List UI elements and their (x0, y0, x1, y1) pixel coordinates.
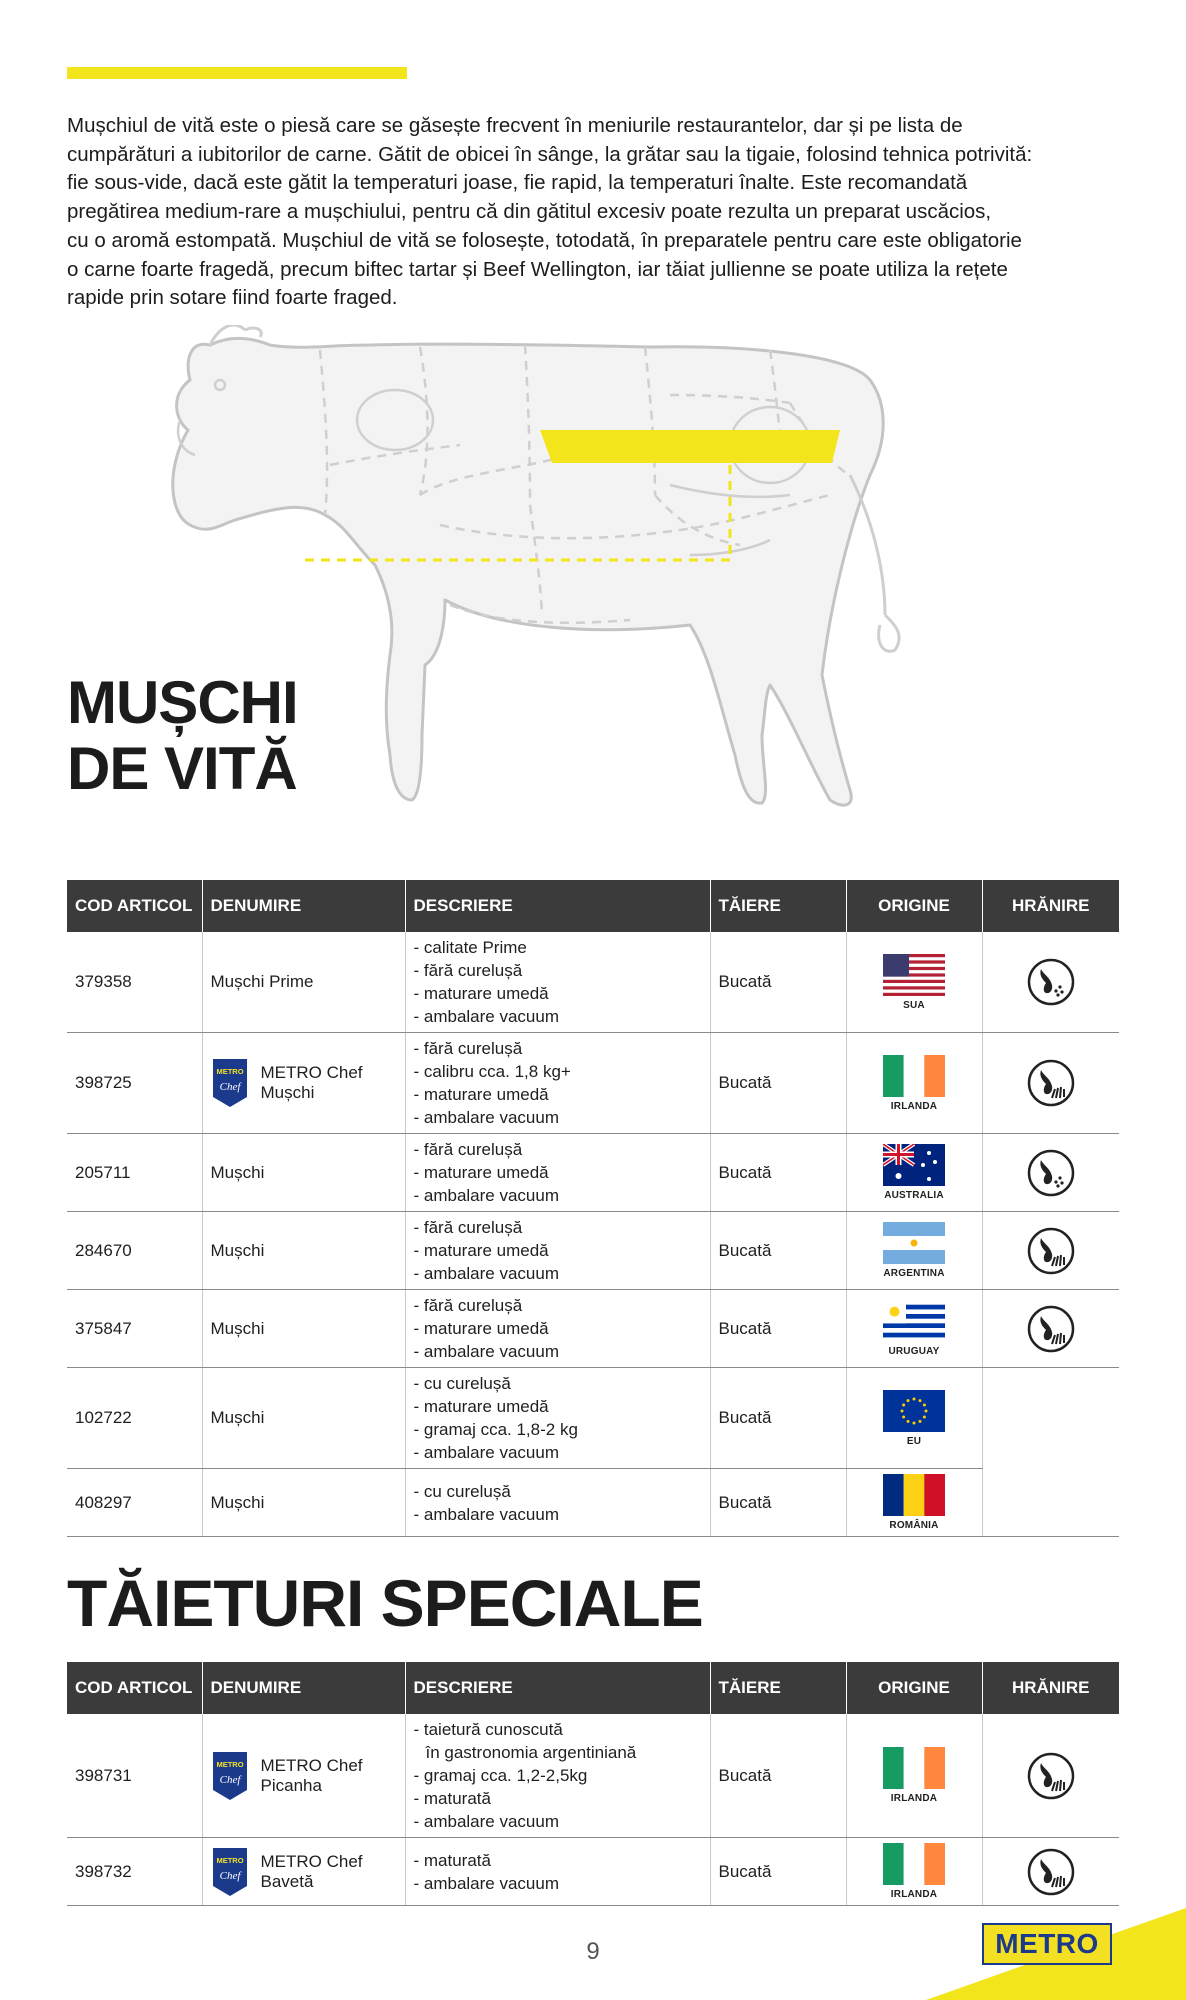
product-description (405, 1033, 710, 1134)
product-name: Mușchi (202, 1212, 405, 1290)
product-description (405, 1469, 710, 1537)
desc-line: - taietură cunoscută (413, 1720, 563, 1739)
table-row (67, 1838, 1119, 1906)
metro-chef-logo (211, 1750, 249, 1802)
tenderloin-highlight (540, 430, 840, 463)
cut-type: Bucată (710, 1838, 846, 1906)
product-description (405, 932, 710, 1033)
product-name: Mușchi (202, 1469, 405, 1537)
origin-cell (846, 1368, 982, 1469)
col-code-header: COD ARTICOL (67, 1662, 202, 1714)
table-row (67, 932, 1119, 1033)
usa-flag-icon (883, 954, 945, 996)
article-code: 379358 (67, 932, 202, 1033)
tenderloin-table (67, 880, 1119, 1537)
product-description (405, 1838, 710, 1906)
cut-type: Bucată (710, 932, 846, 1033)
table-row (67, 1368, 1119, 1469)
chef-logo-bottom: Chef (219, 1081, 240, 1093)
desc-line: - fără curelușă (413, 1296, 523, 1315)
chef-logo-bottom: Chef (219, 1773, 240, 1786)
uruguay-flag-icon (883, 1300, 945, 1342)
desc-line: - ambalare vacuum (413, 1186, 560, 1205)
desc-line: - fără curelușă (413, 961, 523, 980)
ireland-flag-icon (883, 1843, 945, 1885)
origin-label: URUGUAY (888, 1346, 940, 1357)
cut-type: Bucată (710, 1134, 846, 1212)
article-code: 398732 (67, 1838, 202, 1906)
chef-logo-top: METRO (215, 1855, 244, 1865)
section-title-special-cuts: TĂIETURI SPECIALE (67, 1566, 703, 1640)
cut-type: Bucată (710, 1033, 846, 1134)
feeding-cell (982, 1469, 1119, 1537)
table-row (67, 1212, 1119, 1290)
col-description-header: DESCRIERE (405, 880, 710, 932)
feeding-cell (982, 1714, 1119, 1838)
eu-flag-icon (883, 1390, 945, 1432)
section-title-muschi (67, 670, 298, 802)
table-header-row (67, 880, 1119, 932)
col-feeding-header: HRĂNIRE (982, 880, 1119, 932)
grain-fed-cow-icon (1026, 1148, 1076, 1198)
argentina-flag-icon (883, 1222, 945, 1264)
article-code: 408297 (67, 1469, 202, 1537)
col-feeding-header: HRĂNIRE (982, 1662, 1119, 1714)
desc-line: - maturată (413, 1850, 491, 1870)
desc-line: - fără curelușă (413, 1218, 523, 1237)
page-number: 9 (586, 1938, 600, 1965)
intro-line: Mușchiul de vită este o piesă care se găsește frecvent în meniurile restaurantelor, dar și pe lista de (67, 114, 963, 137)
desc-line: - ambalare vacuum (413, 1504, 560, 1524)
cut-type: Bucată (710, 1714, 846, 1838)
chef-logo-top: METRO (215, 1067, 244, 1076)
feeding-cell (982, 1033, 1119, 1134)
origin-label: IRLANDA (890, 1793, 938, 1804)
origin-cell (846, 1290, 982, 1368)
desc-line: - maturare umedă (413, 984, 549, 1003)
chef-logo-top: METRO (215, 1759, 244, 1769)
article-code: 375847 (67, 1290, 202, 1368)
desc-line: - cu curelușă (413, 1481, 511, 1501)
product-description (405, 1714, 710, 1838)
product-description (405, 1134, 710, 1212)
desc-line: - cu curelușă (413, 1374, 511, 1393)
grass-fed-cow-icon (1026, 1226, 1076, 1276)
col-name-header: DENUMIRE (202, 880, 405, 932)
origin-cell (846, 932, 982, 1033)
origin-label: ARGENTINA (883, 1268, 945, 1279)
product-name-cell (202, 1033, 405, 1134)
special-cuts-table (67, 1662, 1119, 1906)
origin-cell (846, 1033, 982, 1134)
product-name: METRO Chef (260, 1063, 363, 1082)
feeding-cell (982, 1368, 1119, 1469)
origin-cell (846, 1469, 982, 1537)
feeding-cell (982, 1838, 1119, 1906)
romania-flag-icon (883, 1474, 945, 1516)
product-name-cell (202, 1838, 405, 1906)
product-name-cell (202, 1714, 405, 1838)
origin-label: IRLANDA (890, 1889, 938, 1900)
product-name: Picanha (260, 1775, 322, 1795)
origin-label: EU (906, 1435, 922, 1447)
table-row (67, 1290, 1119, 1368)
table-row (67, 1469, 1119, 1537)
article-code: 398731 (67, 1714, 202, 1838)
cut-type: Bucată (710, 1368, 846, 1469)
cut-type: Bucată (710, 1469, 846, 1537)
desc-line: - maturare umedă (413, 1163, 549, 1182)
desc-line: - fără curelușă (413, 1039, 523, 1058)
ireland-flag-icon (883, 1747, 945, 1789)
desc-line: - ambalare vacuum (413, 1443, 560, 1462)
intro-line: pregătirea medium-rare a mușchiului, pentru că din gătitul excesiv poate rezulta un preparat uscăcios, (67, 200, 992, 224)
origin-cell (846, 1134, 982, 1212)
table-row (67, 1714, 1119, 1838)
intro-line: cumpărături a iubitorilor de carne. Gătit de obicei în sânge, la grătar sau la tigaie, folosind tehnica potrivită: (67, 142, 1033, 166)
desc-line: - maturare umedă (413, 1319, 549, 1338)
top-accent-bar (67, 67, 407, 79)
product-name: Mușchi (202, 1368, 405, 1469)
product-description (405, 1368, 710, 1469)
desc-line: - gramaj cca. 1,2-2,5kg (413, 1766, 588, 1785)
desc-line: - ambalare vacuum (413, 1873, 560, 1893)
grass-fed-cow-icon (1026, 1751, 1076, 1801)
product-name: METRO Chef (260, 1755, 363, 1775)
desc-line: - ambalare vacuum (413, 1264, 560, 1283)
article-code: 102722 (67, 1368, 202, 1469)
feeding-cell (982, 932, 1119, 1033)
product-name: Mușchi (202, 1134, 405, 1212)
feeding-cell (982, 1134, 1119, 1212)
table-row (67, 1134, 1119, 1212)
col-origin-header: ORIGINE (846, 880, 982, 932)
intro-line: rapide prin sotare fiind foarte fraged. (67, 286, 398, 310)
col-origin-header: ORIGINE (846, 1662, 982, 1714)
product-name: Mușchi Prime (202, 932, 405, 1033)
metro-chef-logo (211, 1057, 249, 1109)
col-description-header: DESCRIERE (405, 1662, 710, 1714)
col-cut-header: TĂIERE (710, 880, 846, 932)
article-code: 284670 (67, 1212, 202, 1290)
metro-logo: METRO (982, 1923, 1112, 1965)
origin-label: SUA (903, 999, 925, 1011)
desc-line: - gramaj cca. 1,8-2 kg (413, 1420, 578, 1439)
desc-line: - ambalare vacuum (413, 1342, 560, 1361)
article-code: 398725 (67, 1033, 202, 1134)
desc-line: în gastronomia argentiniană (425, 1743, 637, 1762)
table-header-row (67, 1662, 1119, 1714)
ireland-flag-icon (883, 1055, 945, 1097)
metro-chef-logo (211, 1846, 249, 1898)
desc-line: - maturare umedă (413, 1085, 549, 1104)
australia-flag-icon (883, 1144, 945, 1186)
product-description (405, 1212, 710, 1290)
col-cut-header: TĂIERE (710, 1662, 846, 1714)
desc-line: - maturată (413, 1789, 491, 1808)
grain-fed-cow-icon (1026, 957, 1076, 1007)
title-line: DE VITĂ (67, 735, 297, 802)
origin-cell (846, 1212, 982, 1290)
product-name: Mușchi (260, 1083, 315, 1102)
intro-line: fie sous-vide, dacă este gătit la temperaturi joase, fie rapid, la temperaturi înalte. Este recomandată (67, 171, 968, 195)
desc-line: - maturare umedă (413, 1397, 549, 1416)
desc-line: - ambalare vacuum (413, 1007, 560, 1026)
intro-line: o carne foarte fragedă, precum biftec tartar și Beef Wellington, iar tăiat jullienne se poate utiliza la rețete (67, 257, 1008, 281)
grass-fed-cow-icon (1026, 1304, 1076, 1354)
intro-line: cu o aromă estompată. Mușchiul de vită se folosește, totodată, în preparatele pentru care este obligatorie (67, 228, 1022, 252)
feeding-cell (982, 1212, 1119, 1290)
col-code-header: COD ARTICOL (67, 880, 202, 932)
desc-line: - calibru cca. 1,8 kg+ (413, 1062, 571, 1081)
origin-label: IRLANDA (890, 1100, 938, 1112)
table-row (67, 1033, 1119, 1134)
origin-label: AUSTRALIA (884, 1190, 944, 1201)
product-name: Bavetă (260, 1871, 314, 1891)
origin-label: ROMÂNIA (889, 1520, 939, 1531)
intro-paragraph (67, 112, 1127, 313)
desc-line: - maturare umedă (413, 1241, 549, 1260)
origin-cell (846, 1714, 982, 1838)
desc-line: - ambalare vacuum (413, 1108, 560, 1127)
product-name: METRO Chef (260, 1851, 363, 1871)
product-description (405, 1290, 710, 1368)
cut-type: Bucată (710, 1212, 846, 1290)
grass-fed-cow-icon (1026, 1058, 1076, 1108)
desc-line: - ambalare vacuum (413, 1812, 560, 1831)
col-name-header: DENUMIRE (202, 1662, 405, 1714)
cut-type: Bucată (710, 1290, 846, 1368)
product-name: Mușchi (202, 1290, 405, 1368)
origin-cell (846, 1838, 982, 1906)
chef-logo-bottom: Chef (219, 1869, 240, 1882)
desc-line: - calitate Prime (413, 938, 527, 957)
grass-fed-cow-icon (1026, 1847, 1076, 1897)
desc-line: - fără curelușă (413, 1140, 523, 1159)
article-code: 205711 (67, 1134, 202, 1212)
title-line: MUȘCHI (67, 669, 298, 736)
feeding-cell (982, 1290, 1119, 1368)
